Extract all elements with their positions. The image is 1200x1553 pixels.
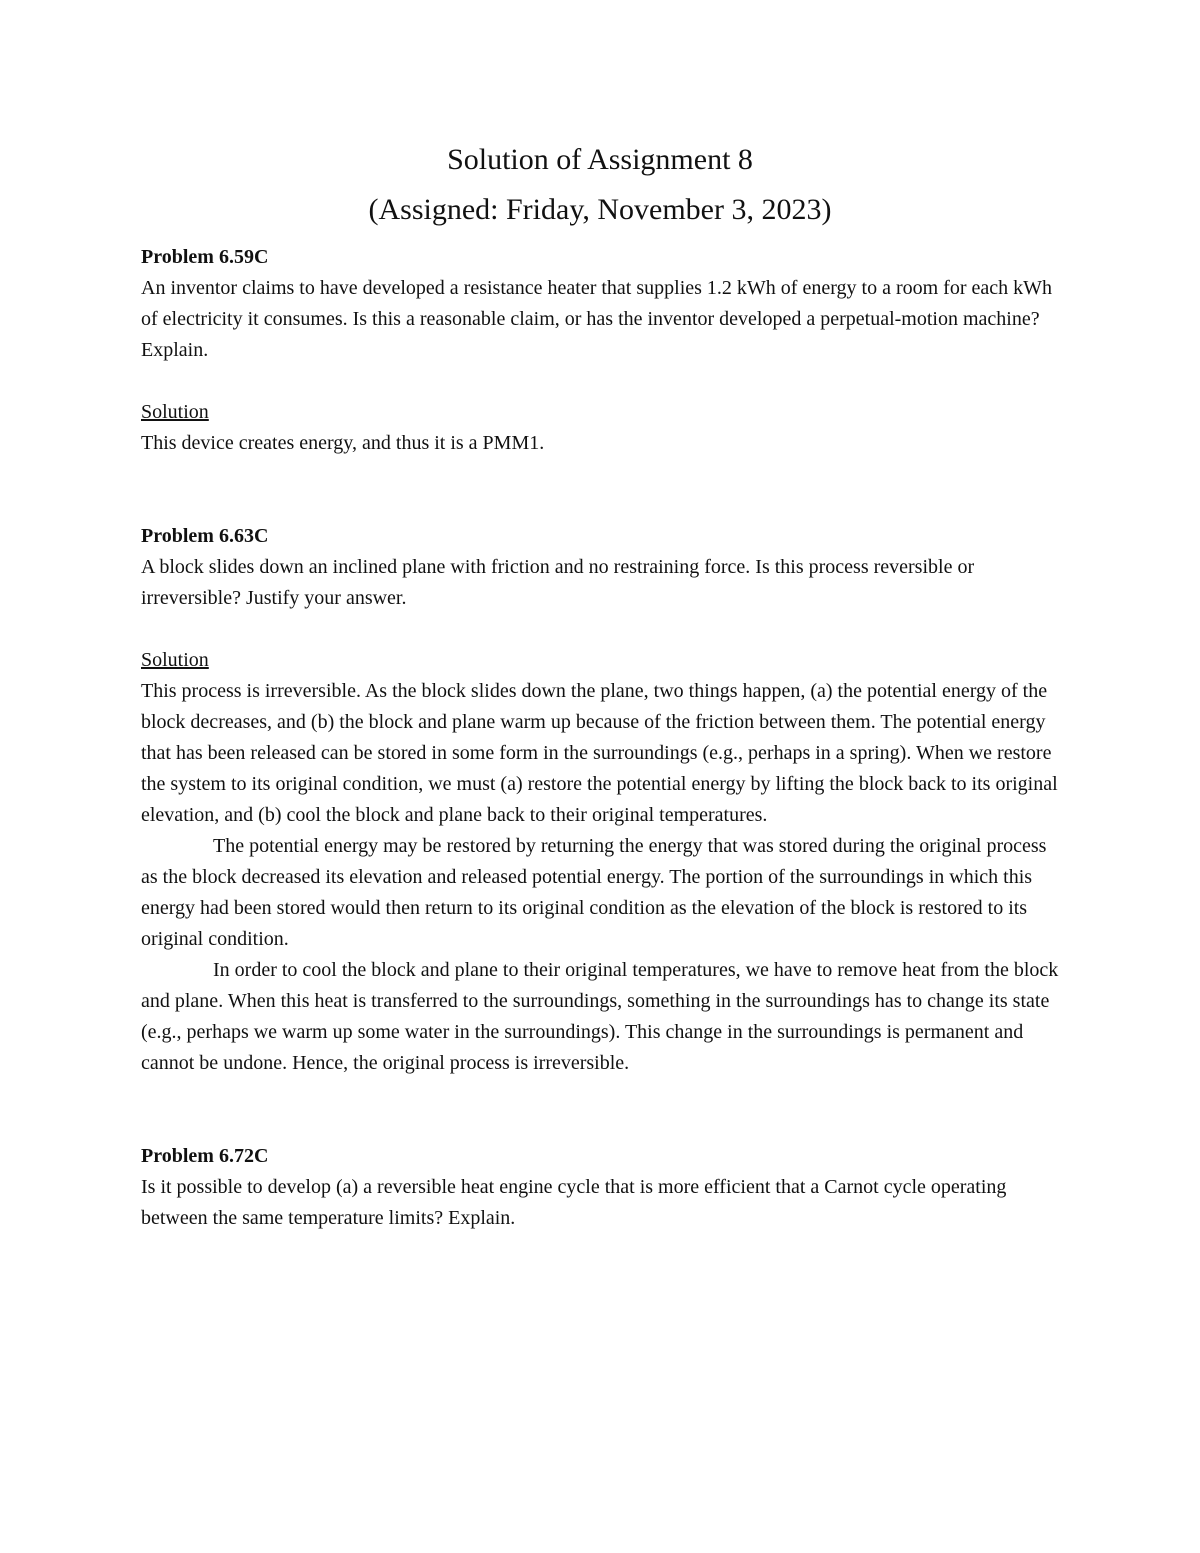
problem-question: An inventor claims to have developed a resistance heater that supplies 1.2 kWh of energy to a room for each kWh of electricity it consumes. Is this a reasonable claim, or has the inventor developed a perpetual-motion machine? Explain. (141, 277, 1052, 361)
solution-label: Solution (141, 649, 209, 671)
problem-heading: Problem 6.63C (141, 525, 269, 547)
solution-paragraph: In order to cool the block and plane to their original temperatures, we have to remove heat from the block and plane. When this heat is transferred to the surroundings, something in the surroundings has to change its state (e.g., perhaps we warm up some water in the surroundings). This change in the surroundings is permanent and cannot be undone. Hence, the original process is irreversible. (141, 959, 1059, 1074)
problem-section (141, 242, 1066, 459)
problem-heading: Problem 6.59C (141, 246, 269, 268)
problem-section (141, 521, 1066, 1079)
problem-heading: Problem 6.72C (141, 1145, 269, 1167)
problem-question: A block slides down an inclined plane with friction and no restraining force. Is this process reversible or irreversible? Justify your answer. (141, 556, 975, 609)
problem-question: Is it possible to develop (a) a reversible heat engine cycle that is more efficient that a Carnot cycle operating between the same temperature limits? Explain. (141, 1176, 1007, 1229)
solution-label: Solution (141, 401, 209, 423)
solution-paragraph: This process is irreversible. As the block slides down the plane, two things happen, (a) the potential energy of the block decreases, and (b) the block and plane warm up because of the friction between them. The potential energy that has been released can be stored in some form in the surroundings (e.g., perhaps in a spring). When we restore the system to its original condition, we must (a) restore the potential energy by lifting the block back to its original elevation, and (b) cool the block and plane back to their original temperatures. (141, 680, 1058, 826)
problem-section (141, 1141, 1066, 1234)
solution-paragraph: This device creates energy, and thus it is a PMM1. (141, 432, 545, 454)
document-title: Solution of Assignment 8 (447, 143, 753, 176)
solution-paragraph: The potential energy may be restored by returning the energy that was stored during the original process as the block decreased its elevation and released potential energy. The portion of the surroundings in which this energy had been stored would then return to its original condition as the elevation of the block is restored to its original condition. (141, 835, 1047, 950)
document-body (141, 242, 1066, 1234)
document-subtitle: (Assigned: Friday, November 3, 2023) (368, 193, 832, 226)
